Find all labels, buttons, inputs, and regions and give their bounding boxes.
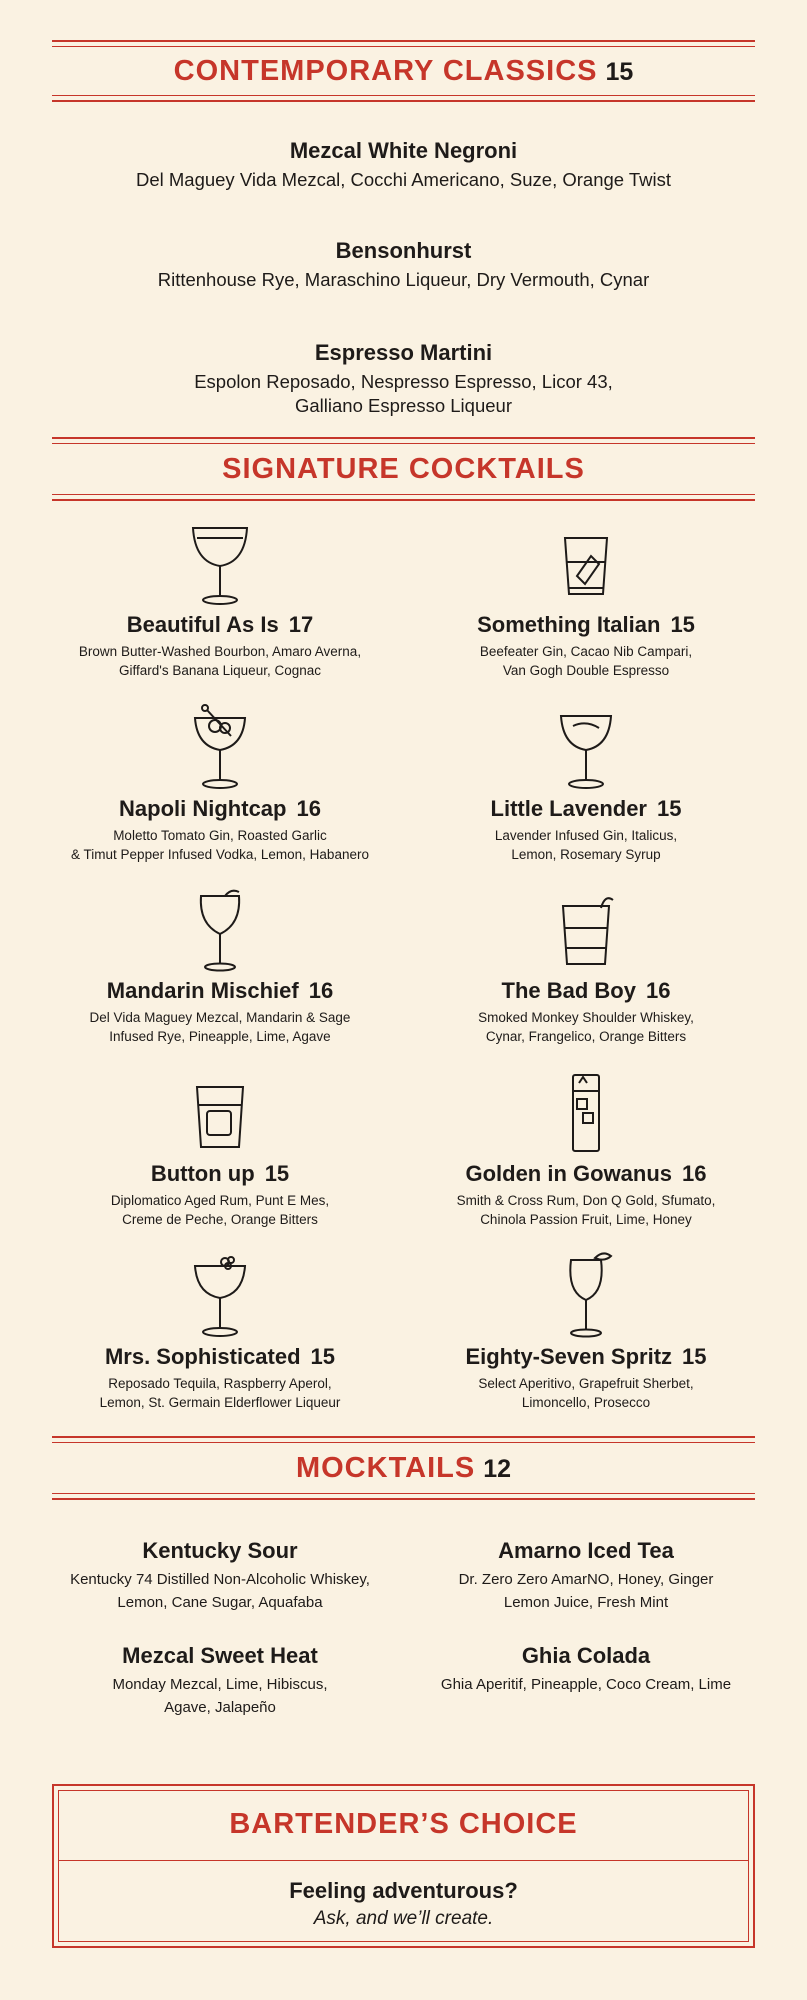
mocktail-ingredients: Lemon Juice, Fresh Mint	[503, 1594, 669, 1611]
mocktail-name: Kentucky Sour	[142, 1538, 298, 1563]
cocktail-ingredients: Brown Butter-Washed Bourbon, Amaro Averna,	[78, 644, 362, 659]
cocktail-item	[40, 1250, 400, 1412]
cocktail-name: Napoli Nightcap	[119, 796, 287, 821]
cocktail-ingredients: Infused Rye, Pineapple, Lime, Agave	[109, 1029, 331, 1044]
cocktail-ingredients: Creme de Peche, Orange Bitters	[122, 1212, 318, 1227]
cocktail-item	[406, 1067, 766, 1229]
classic-ingredients: Espolon Reposado, Nespresso Espresso, Licor 43,	[194, 371, 613, 392]
cocktail-name: Mandarin Mischief	[106, 978, 299, 1003]
cocktail-ingredients: Cynar, Frangelico, Orange Bitters	[485, 1029, 687, 1044]
bartenders-choice-title: BARTENDER’S CHOICE	[229, 1808, 578, 1840]
cocktail-name: Golden in Gowanus	[465, 1161, 673, 1186]
contemporary-title	[52, 55, 755, 88]
coupe-flower-icon	[185, 1250, 255, 1338]
cocktail-item	[406, 1250, 766, 1412]
mocktail-ingredients: Ghia Aperitif, Pineapple, Coco Cream, Lime	[440, 1676, 732, 1693]
cocktail-price: 16	[682, 1161, 707, 1186]
cocktail-name: Little Lavender	[490, 796, 647, 821]
contemporary-price: 15	[605, 58, 634, 86]
mocktail-ingredients: Kentucky 74 Distilled Non-Alcoholic Whiskey,	[70, 1571, 370, 1588]
classic-ingredients: Rittenhouse Rye, Maraschino Liqueur, Dry Vermouth, Cynar	[157, 269, 650, 290]
cocktail-ingredients: Beefeater Gin, Cacao Nib Campari,	[479, 644, 693, 659]
bartenders-choice-subtitle: Feeling adventurous?	[289, 1878, 518, 1903]
highball-glass-icon	[551, 1067, 621, 1155]
mocktail-item	[406, 1538, 766, 1614]
cocktail-item	[40, 702, 400, 864]
bartenders-choice-note: Ask, and we’ll create.	[313, 1908, 494, 1929]
tulip-glass-icon	[185, 884, 255, 972]
classic-name: Espresso Martini	[314, 340, 493, 365]
classic-name: Bensonhurst	[335, 238, 472, 263]
cocktail-price: 15	[310, 1344, 336, 1369]
classic-item	[52, 138, 755, 192]
cocktail-name: Eighty-Seven Spritz	[465, 1344, 673, 1369]
cocktail-ingredients: Chinola Passion Fruit, Lime, Honey	[480, 1212, 692, 1227]
classic-name: Mezcal White Negroni	[289, 138, 518, 163]
mocktail-ingredients: Dr. Zero Zero AmarNO, Honey, Ginger	[458, 1571, 714, 1588]
coupe-glass-icon	[185, 518, 255, 606]
cocktail-price: 15	[682, 1344, 707, 1369]
cocktail-ingredients: Van Gogh Double Espresso	[502, 663, 670, 678]
signature-header-band	[52, 437, 755, 501]
cocktail-price: 16	[296, 796, 321, 821]
cocktail-item	[406, 518, 766, 680]
cocktail-item	[406, 884, 766, 1046]
cocktail-ingredients: Diplomatico Aged Rum, Punt E Mes,	[110, 1193, 330, 1208]
coupe-garnish-icon	[185, 702, 255, 790]
cocktail-price: 16	[645, 978, 671, 1003]
cocktail-ingredients: & Timut Pepper Infused Vodka, Lemon, Habanero	[71, 847, 369, 862]
bartenders-choice-divider	[58, 1860, 749, 1861]
cocktail-ingredients: Lemon, Rosemary Syrup	[511, 847, 661, 862]
mocktail-ingredients: Lemon, Cane Sugar, Aquafaba	[117, 1594, 323, 1611]
mocktail-name: Mezcal Sweet Heat	[122, 1643, 318, 1668]
cocktail-ingredients: Smoked Monkey Shoulder Whiskey,	[478, 1010, 694, 1025]
cocktail-name: Mrs. Sophisticated	[104, 1344, 301, 1369]
mocktail-ingredients: Agave, Jalapeño	[164, 1699, 276, 1716]
cocktail-ingredients: Lemon, St. Germain Elderflower Liqueur	[99, 1395, 341, 1410]
cocktail-name: The Bad Boy	[501, 978, 636, 1003]
bartenders-choice-box	[52, 1784, 755, 1948]
cocktail-price: 16	[308, 978, 334, 1003]
mocktail-name: Ghia Colada	[521, 1643, 651, 1668]
signature-title: SIGNATURE COCKTAILS	[222, 453, 585, 485]
cocktail-price: 15	[657, 796, 682, 821]
contemporary-title-text: CONTEMPORARY CLASSICS	[173, 55, 598, 87]
classic-item	[52, 340, 755, 418]
mocktail-item	[40, 1643, 400, 1719]
mocktails-title	[52, 1452, 755, 1485]
mocktails-header-band	[52, 1436, 755, 1500]
cocktail-name: Button up	[150, 1161, 255, 1186]
cocktail-ingredients: Lavender Infused Gin, Italicus,	[494, 828, 678, 843]
mocktail-ingredients: Monday Mezcal, Lime, Hibiscus,	[112, 1676, 328, 1693]
cocktail-name: Something Italian	[477, 612, 661, 637]
cocktail-item	[40, 884, 400, 1046]
cocktail-item	[40, 1067, 400, 1229]
coupe-glass-icon	[551, 702, 621, 790]
cocktail-ingredients: Moletto Tomato Gin, Roasted Garlic	[113, 828, 327, 843]
mocktail-name: Amarno Iced Tea	[498, 1538, 674, 1563]
rocks-ice-glass-icon	[185, 1067, 255, 1155]
classic-ingredients: Galliano Espresso Liqueur	[295, 395, 512, 416]
rocks-glass-icon	[551, 518, 621, 606]
mocktails-title-text: MOCKTAILS	[295, 1452, 476, 1484]
cocktail-item	[406, 702, 766, 864]
cocktail-ingredients: Reposado Tequila, Raspberry Aperol,	[108, 1376, 332, 1391]
classic-item	[52, 238, 755, 292]
cocktail-ingredients: Select Aperitivo, Grapefruit Sherbet,	[478, 1376, 694, 1391]
cocktail-ingredients: Limoncello, Prosecco	[521, 1395, 651, 1410]
cocktail-ingredients: Del Vida Maguey Mezcal, Mandarin & Sage	[89, 1010, 351, 1025]
cocktail-price: 15	[670, 612, 695, 637]
mocktail-item	[406, 1643, 766, 1696]
wine-glass-icon	[551, 1250, 621, 1338]
mocktails-price: 12	[483, 1455, 512, 1483]
cocktail-item	[40, 518, 400, 680]
contemporary-header-band	[52, 40, 755, 102]
cocktail-name: Beautiful As Is	[126, 612, 279, 637]
classic-ingredients: Del Maguey Vida Mezcal, Cocchi Americano, Suze, Orange Twist	[135, 169, 672, 190]
rocks-glass-icon	[551, 884, 621, 972]
mocktail-item	[40, 1538, 400, 1614]
cocktail-ingredients: Giffard's Banana Liqueur, Cognac	[119, 663, 321, 678]
cocktail-price: 17	[288, 612, 314, 637]
cocktail-price: 15	[264, 1161, 290, 1186]
cocktail-ingredients: Smith & Cross Rum, Don Q Gold, Sfumato,	[456, 1193, 716, 1208]
